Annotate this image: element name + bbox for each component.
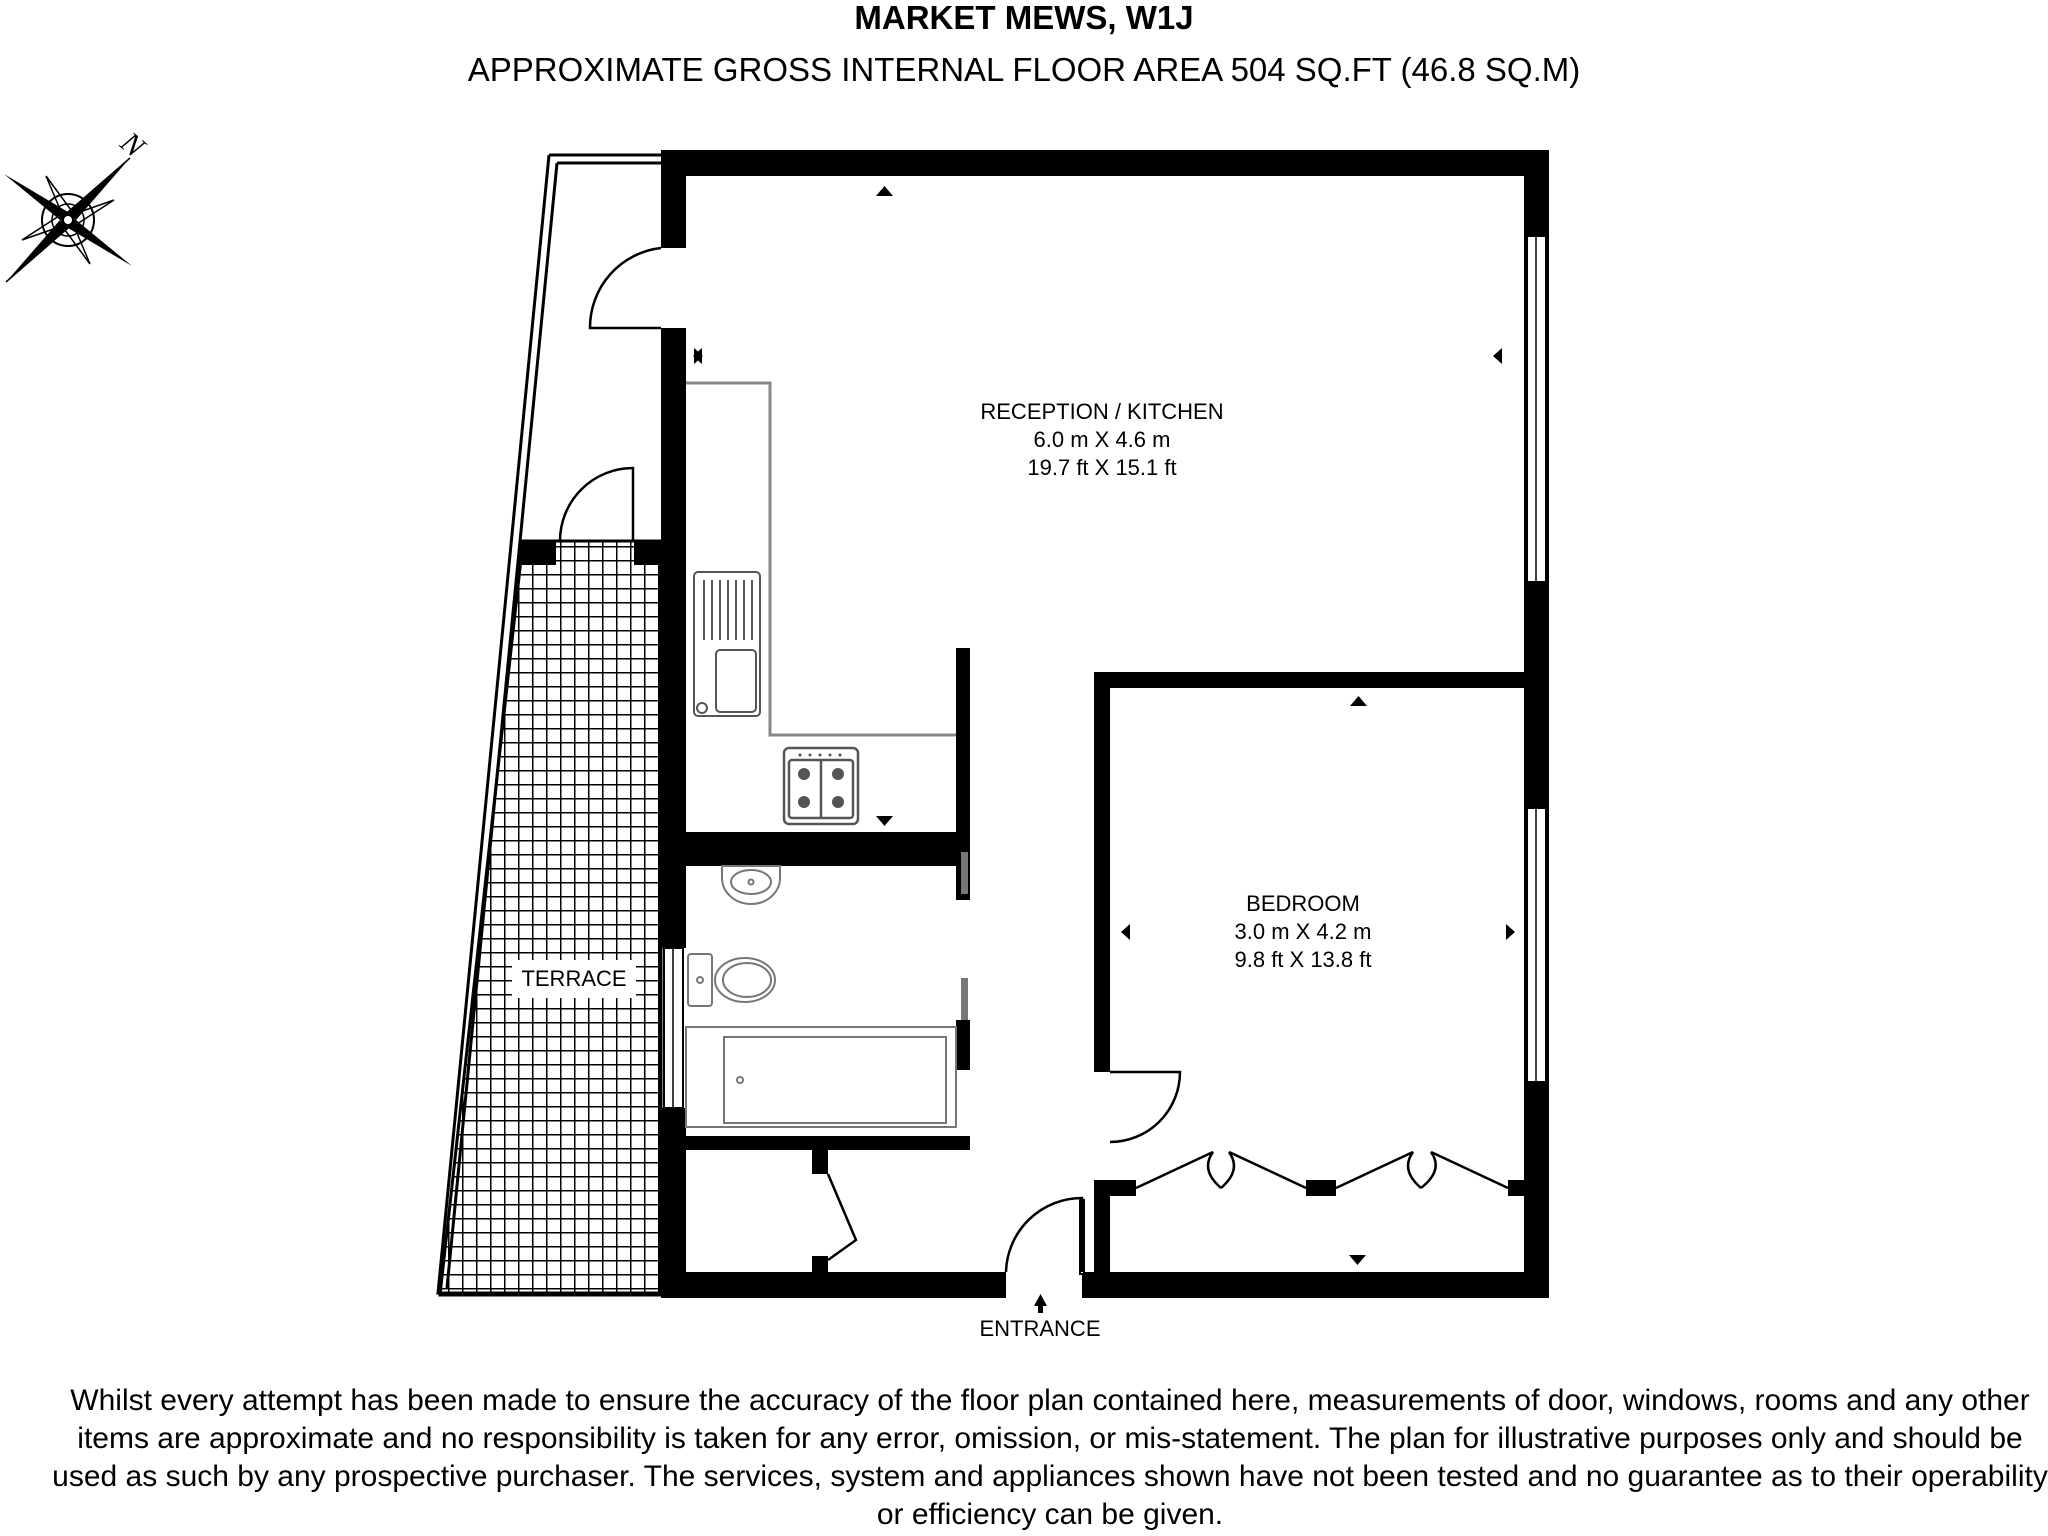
toilet-icon [688, 954, 775, 1006]
entrance-arrow-icon [1034, 1294, 1047, 1313]
bedroom-imperial: 9.8 ft X 13.8 ft [1234, 947, 1372, 972]
entrance-label: ENTRANCE [979, 1316, 1101, 1341]
sliding-door [961, 852, 968, 1020]
basin-icon [722, 866, 780, 904]
compass-rose-icon [4, 158, 132, 282]
reception-kitchen-imperial: 19.7 ft X 15.1 ft [1027, 455, 1177, 480]
bath-icon [686, 1027, 956, 1127]
hob-icon [784, 748, 858, 824]
compass-north-label: N [114, 125, 151, 164]
terrace-label: TERRACE [521, 966, 627, 991]
floor-area-subtitle: APPROXIMATE GROSS INTERNAL FLOOR AREA 504 SQ.FT (46.8 SQ.M) [467, 51, 1581, 88]
bedroom-metric: 3.0 m X 4.2 m [1234, 919, 1372, 944]
kitchen-counter [686, 383, 956, 735]
reception-kitchen-metric: 6.0 m X 4.6 m [1033, 427, 1171, 452]
sink-icon [694, 572, 760, 716]
disclaimer-text: Whilst every attempt has been made to ensure the accuracy of the floor plan contained here, measurements of door, windows, rooms and any other items are approximate and no responsibility is taken for any error, omission, or mis-statement. The plan for illustrative purposes only and should be used as such by any prospective purchaser. The services, system and appliances shown have not been tested and no guarantee as to their operability or efficiency can be given. [52, 1384, 2048, 1531]
bedroom-name: BEDROOM [1246, 891, 1360, 916]
reception-kitchen-name: RECEPTION / KITCHEN [980, 399, 1224, 424]
walls [520, 150, 1549, 1298]
plan-title: MARKET MEWS, W1J [854, 0, 1194, 36]
